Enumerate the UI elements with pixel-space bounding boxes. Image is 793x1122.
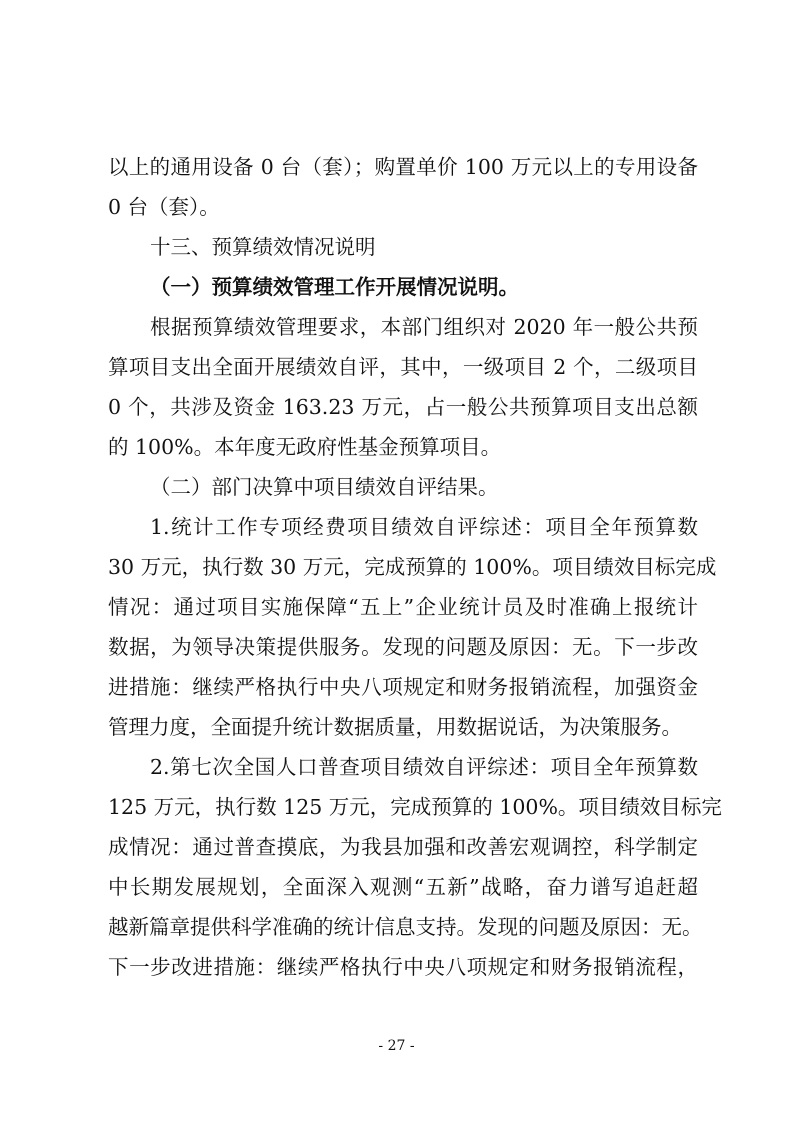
text-line-16: 2.第七次全国人口普查项目绩效自评综述：项目全年预算数 — [150, 755, 698, 779]
section-heading-13: 十三、预算绩效情况说明 — [150, 235, 376, 259]
text-line-15: 管理力度，全面提升统计数据质量，用数据说话，为决策服务。 — [108, 715, 682, 739]
subsection-heading-2: （二）部门决算中项目绩效自评结果。 — [150, 475, 499, 499]
text-line-17: 125 万元，执行数 125 万元，完成预算的 100%。项目绩效目标完 — [108, 795, 722, 819]
text-line-5: 根据预算绩效管理要求，本部门组织对 2020 年一般公共预 — [150, 315, 698, 339]
text-line-10: 1.统计工作专项经费项目绩效自评综述：项目全年预算数 — [150, 515, 698, 539]
subsection-heading-1: （一）预算绩效管理工作开展情况说明。 — [150, 275, 519, 299]
text-line-18: 成情况：通过普查摸底，为我县加强和改善宏观调控，科学制定 — [108, 835, 698, 859]
page-number: - 27 - — [378, 1038, 415, 1054]
text-line-6: 算项目支出全面开展绩效自评，其中，一级项目 2 个，二级项目 — [108, 355, 698, 379]
text-line-19: 中长期发展规划，全面深入观测“五新”战略，奋力谱写追赶超 — [108, 875, 698, 899]
text-line-21: 下一步改进措施：继续严格执行中央八项规定和财务报销流程， — [108, 955, 698, 979]
text-line-12: 情况：通过项目实施保障“五上”企业统计员及时准确上报统计 — [108, 595, 698, 619]
text-line-1: 以上的通用设备 0 台（套）；购置单价 100 万元以上的专用设备 — [108, 155, 698, 179]
text-line-11: 30 万元，执行数 30 万元，完成预算的 100%。项目绩效目标完成 — [108, 555, 717, 579]
text-line-7: 0 个，共涉及资金 163.23 万元，占一般公共预算项目支出总额 — [108, 395, 698, 419]
text-line-13: 数据，为领导决策提供服务。发现的问题及原因：无。下一步改 — [108, 635, 698, 659]
text-line-2: 0 台（套）。 — [108, 195, 220, 219]
text-line-8: 的 100%。本年度无政府性基金预算项目。 — [108, 435, 502, 459]
text-line-20: 越新篇章提供科学准确的统计信息支持。发现的问题及原因：无。 — [108, 915, 703, 939]
text-line-14: 进措施：继续严格执行中央八项规定和财务报销流程，加强资金 — [108, 675, 698, 699]
